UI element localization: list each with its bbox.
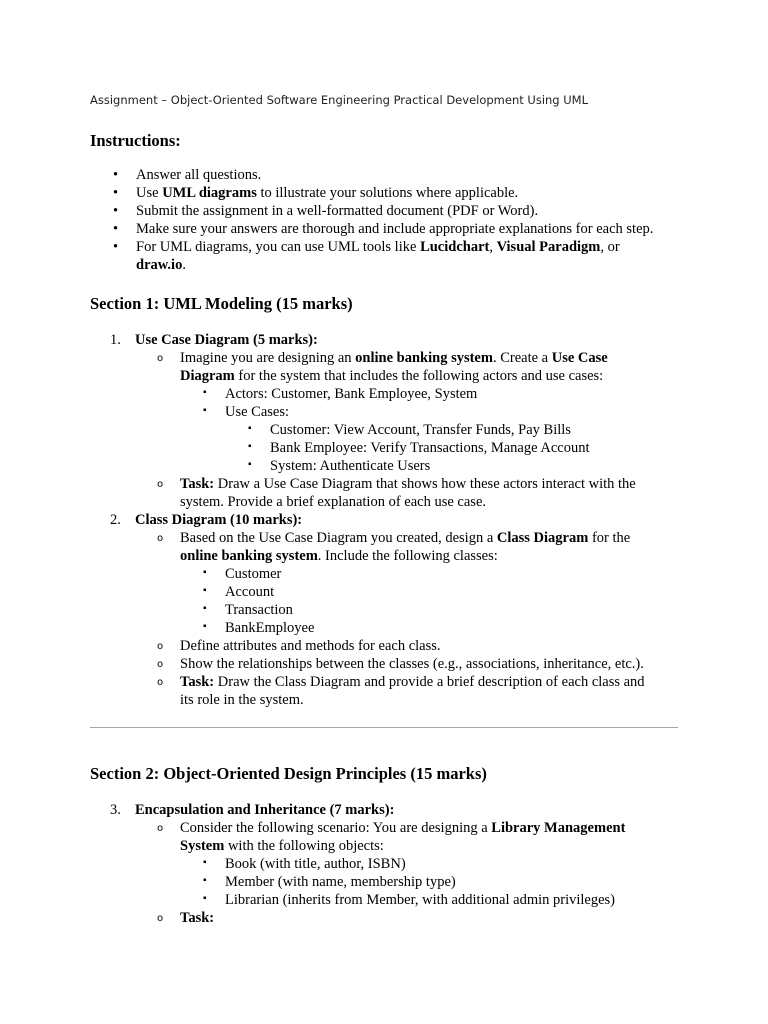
question-number: 3. — [110, 802, 121, 818]
list-item: Member (with name, membership type) — [225, 874, 456, 890]
bullet-square: ▪ — [203, 621, 207, 632]
bullet-circle: o — [157, 533, 164, 544]
task-line: its role in the system. — [180, 692, 304, 708]
bullet-square: ▪ — [203, 603, 207, 614]
list-item: Customer: View Account, Transfer Funds, Pay Bills — [270, 422, 571, 438]
list-item: Book (with title, author, ISBN) — [225, 856, 406, 872]
bullet-circle: o — [157, 479, 164, 490]
instructions-heading: Instructions: — [90, 131, 181, 150]
list-item: Actors: Customer, Bank Employee, System — [225, 386, 478, 402]
instructions-list — [90, 166, 690, 274]
section-divider — [90, 727, 678, 728]
bullet-square: ▪ — [248, 441, 252, 452]
paragraph-line: Imagine you are designing an online banking system. Create a Use Case — [180, 350, 608, 366]
bullet-circle: o — [157, 641, 164, 652]
question-number: 1. — [110, 332, 121, 348]
bullet-square: ▪ — [203, 893, 207, 904]
question-title: Use Case Diagram (5 marks): — [135, 332, 318, 348]
paragraph-line: System with the following objects: — [180, 838, 384, 854]
list-item: Librarian (inherits from Member, with additional admin privileges) — [225, 892, 616, 908]
paragraph-line: Diagram for the system that includes the following actors and use cases: — [180, 368, 604, 384]
bullet-circle: o — [157, 353, 164, 364]
bullet-square: ▪ — [203, 387, 207, 398]
list-item: Define attributes and methods for each class. — [180, 638, 441, 654]
paragraph-line: online banking system. Include the following classes: — [180, 548, 498, 564]
list-item: • Use UML diagrams to illustrate your solutions where applicable. — [90, 184, 690, 202]
bullet-square: ▪ — [203, 567, 207, 578]
list-item: Account — [225, 584, 275, 600]
bullet-square: ▪ — [248, 423, 252, 434]
bullet-circle: o — [157, 677, 164, 688]
bullet-square: ▪ — [203, 857, 207, 868]
list-item: Use Cases: — [225, 404, 290, 420]
task-line: Task: Draw the Class Diagram and provide a brief description of each class and — [180, 674, 645, 690]
question-title: Class Diagram (10 marks): — [135, 512, 303, 528]
list-item: Show the relationships between the classes (e.g., associations, inheritance, etc.). — [180, 656, 644, 672]
task-line: Task: — [180, 910, 215, 926]
bullet-square: ▪ — [203, 405, 207, 416]
paragraph-line: Consider the following scenario: You are designing a Library Management — [180, 820, 626, 836]
bullet-square: ▪ — [203, 875, 207, 886]
list-item: Customer — [225, 566, 282, 582]
bullet-circle: o — [157, 913, 164, 924]
document-title: Assignment – Object-Oriented Software Engineering Practical Development Using UML — [90, 93, 588, 107]
list-item: Transaction — [225, 602, 293, 618]
section1-heading: Section 1: UML Modeling (15 marks) — [90, 294, 353, 313]
question-number: 2. — [110, 512, 121, 528]
list-item: • Submit the assignment in a well-formatted document (PDF or Word). — [90, 202, 690, 220]
list-item: System: Authenticate Users — [270, 458, 431, 474]
list-item: Bank Employee: Verify Transactions, Manage Account — [270, 440, 590, 456]
list-item: • For UML diagrams, you can use UML tools like Lucidchart, Visual Paradigm, or draw.io. — [90, 238, 690, 274]
bullet-square: ▪ — [203, 585, 207, 596]
task-line: Task: Draw a Use Case Diagram that shows how these actors interact with the — [180, 476, 636, 492]
list-item: • Answer all questions. — [90, 166, 690, 184]
paragraph-line: Based on the Use Case Diagram you created, design a Class Diagram for the — [180, 530, 631, 546]
task-line: system. Provide a brief explanation of each use case. — [180, 494, 487, 510]
bullet-square: ▪ — [248, 459, 252, 470]
question-title: Encapsulation and Inheritance (7 marks): — [135, 802, 395, 818]
list-item: • Make sure your answers are thorough and include appropriate explanations for each step. — [90, 220, 690, 238]
bullet-circle: o — [157, 659, 164, 670]
bullet-circle: o — [157, 823, 164, 834]
section2-heading: Section 2: Object-Oriented Design Principles (15 marks) — [90, 764, 487, 783]
list-item: BankEmployee — [225, 620, 315, 636]
